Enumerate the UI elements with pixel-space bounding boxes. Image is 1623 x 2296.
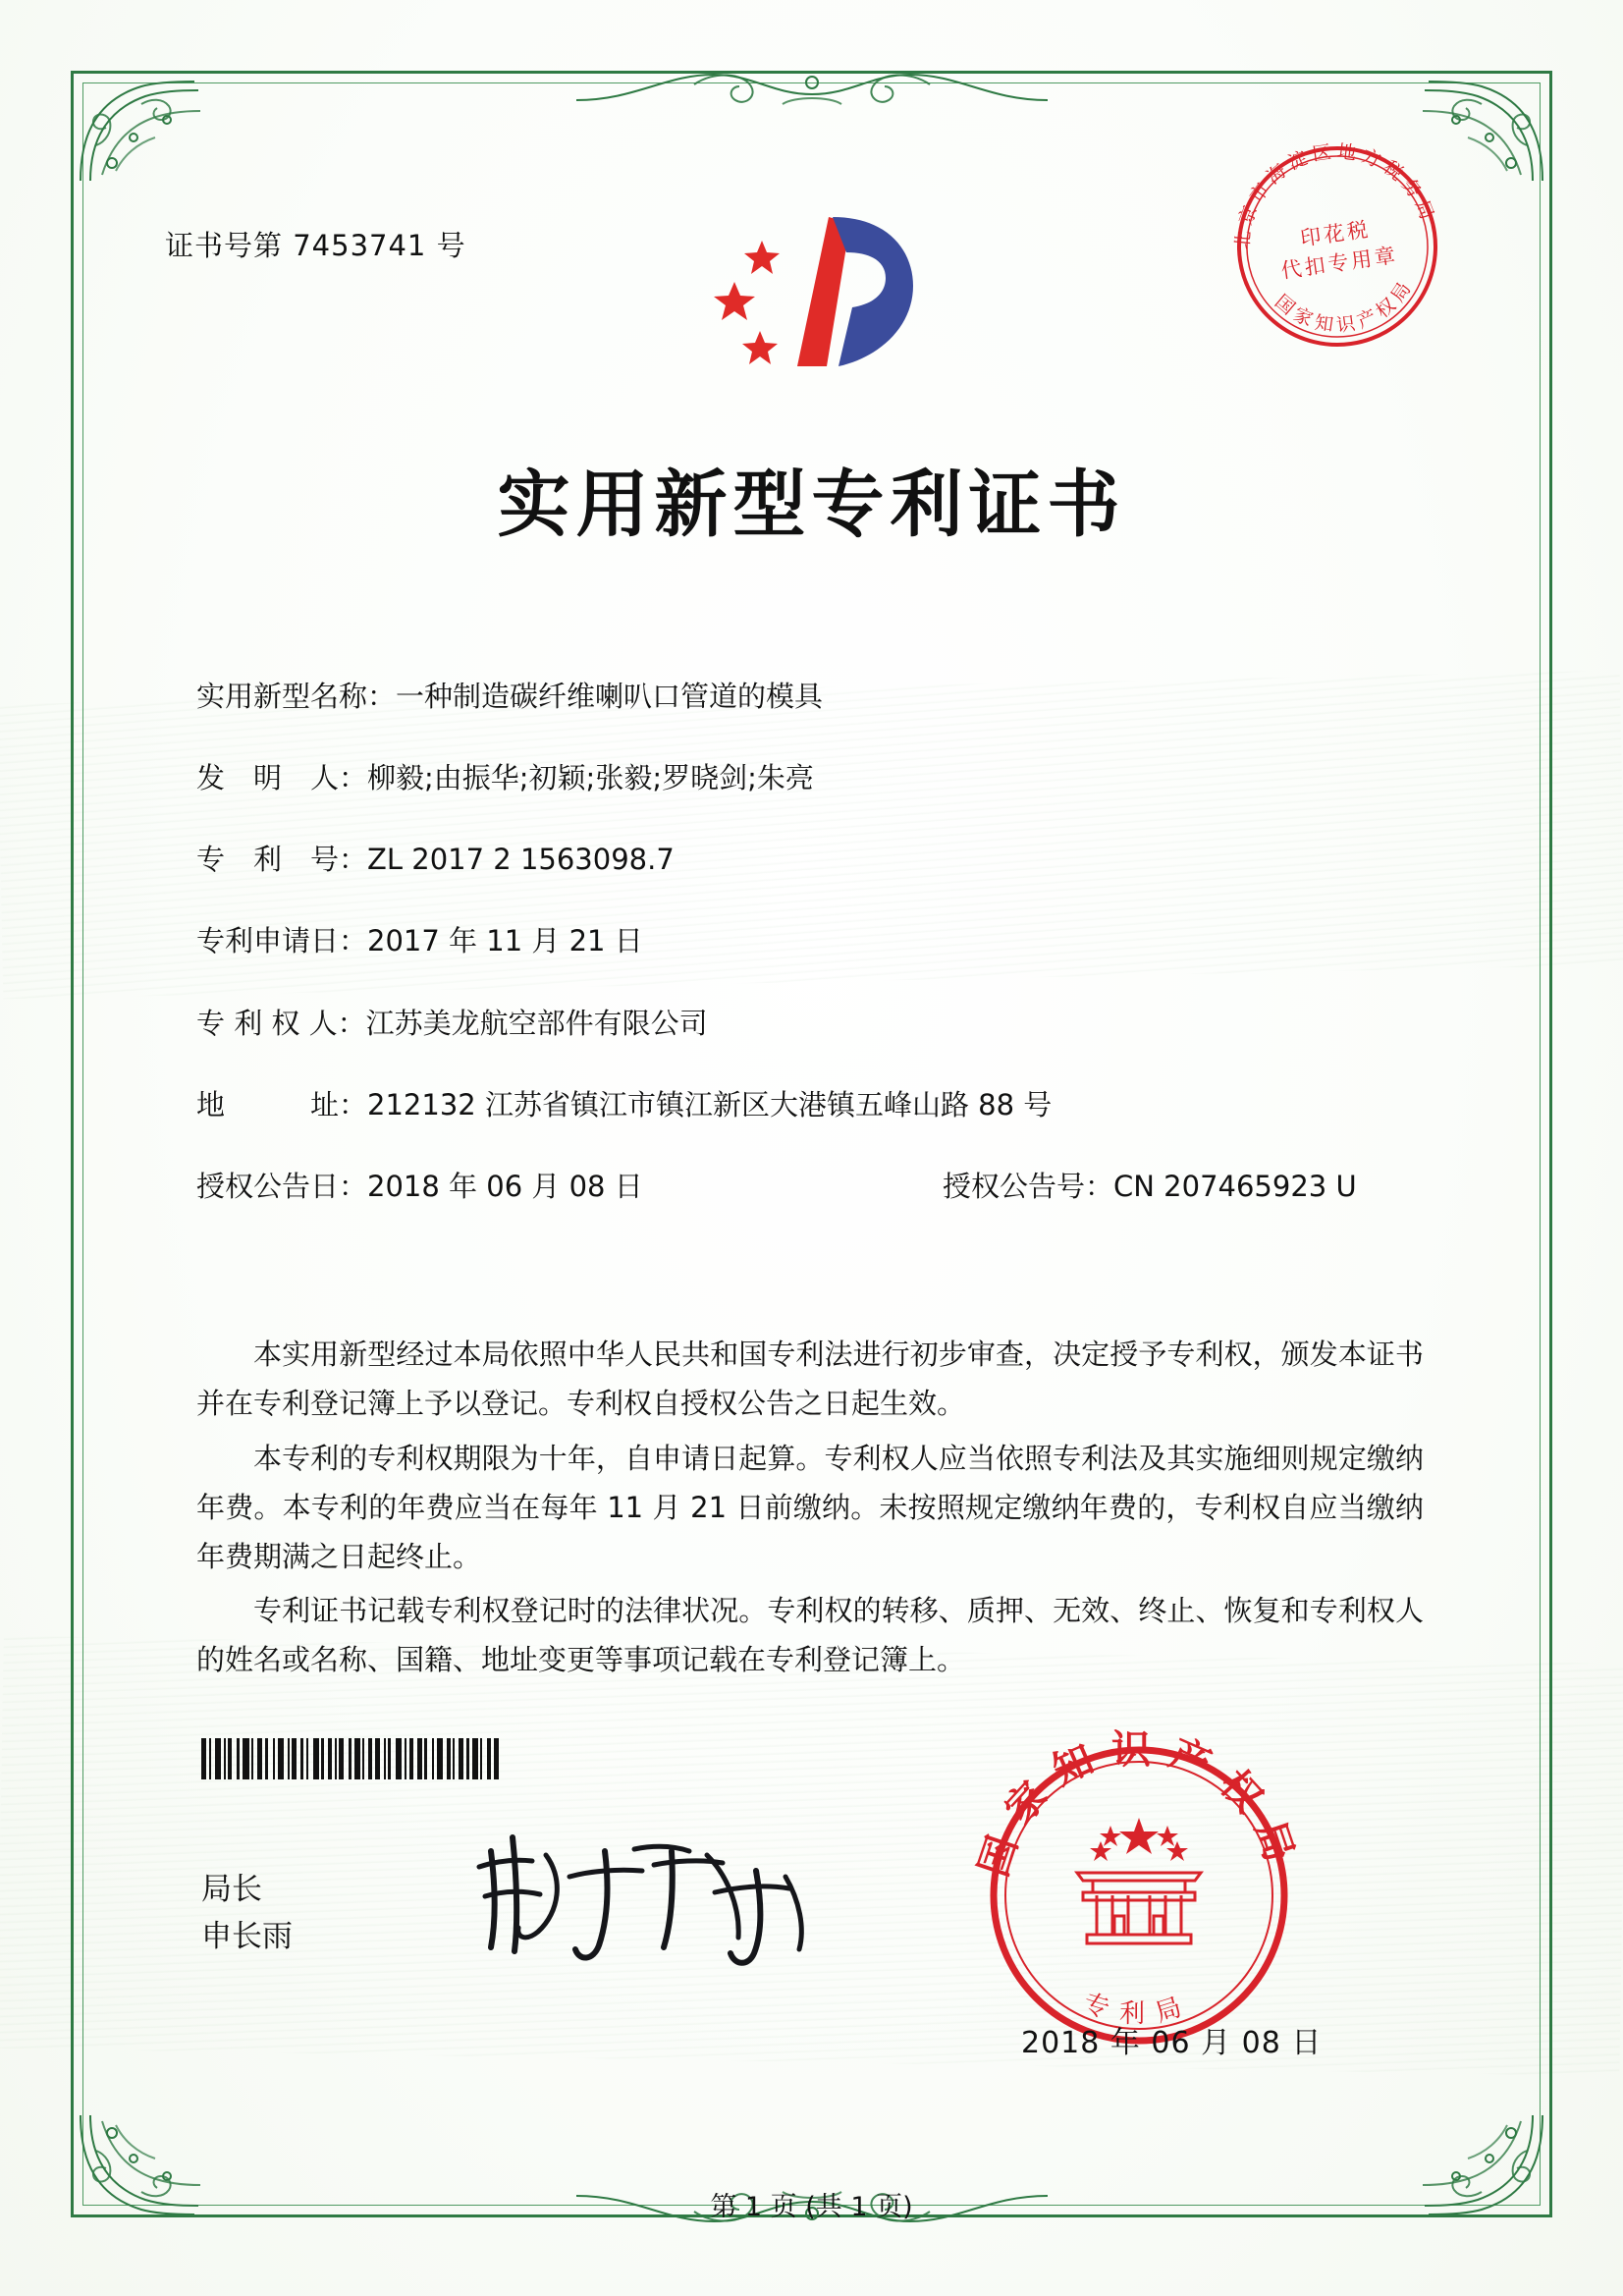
field-label: 专利申请日： <box>196 924 368 958</box>
field-value: 2017 年 11 月 21 日 <box>367 924 643 958</box>
field-row-utility-model-name <box>196 678 1453 716</box>
field-value: 212132 江苏省镇江市镇江新区大港镇五峰山路 88 号 <box>367 1087 1053 1121</box>
field-value: 柳毅;由振华;初颖;张毅;罗晓剑;朱亮 <box>367 761 814 795</box>
grant-date-label: 授权公告日： <box>196 1169 368 1203</box>
barcode <box>201 1738 623 1779</box>
field-label: 实用新型名称： <box>196 680 397 713</box>
field-label: 地 址： <box>196 1087 368 1121</box>
seal-date: 2018 年 06 月 08 日 <box>1021 2026 1323 2060</box>
field-value: 江苏美龙航空部件有限公司 <box>365 1006 708 1040</box>
page-footer: 第 1 页 (共 1 页) <box>710 2192 913 2222</box>
cnipa-logo-icon <box>703 201 948 383</box>
field-row-application-date <box>196 922 1453 960</box>
director-title-label: 局长 <box>201 1872 262 1907</box>
cnipa-official-seal <box>967 1723 1311 2067</box>
field-row-patent-number <box>196 841 1453 879</box>
field-list <box>196 678 1453 1249</box>
field-label: 专 利 号： <box>196 843 368 877</box>
grant-date-value: 2018 年 06 月 08 日 <box>367 1169 643 1203</box>
field-row-patentee <box>196 1005 1453 1043</box>
handwritten-signature <box>461 1822 835 1969</box>
field-row-grant-announcement <box>196 1168 1453 1206</box>
paragraph-3: 专利证书记载专利权登记时的法律状况。专利权的转移、质押、无效、终止、恢复和专利权人的姓名或名称、国籍、地址变更等事项记载在专利登记簿上。 <box>196 1594 1424 1677</box>
field-value: ZL 2017 2 1563098.7 <box>367 843 675 877</box>
field-label: 发 明 人： <box>196 761 368 795</box>
svg-text:专利局: 专利局 <box>1079 1988 1199 2029</box>
tax-stamp-seal <box>1223 133 1451 360</box>
grant-number-value: CN 207465923 U <box>1113 1169 1357 1203</box>
svg-text:北京市海淀区地方税务局: 北京市海淀区地方税务局 <box>1231 140 1440 250</box>
svg-text:印花税: 印花税 <box>1298 217 1373 251</box>
signature-labels <box>201 1866 293 1960</box>
grant-number-label: 授权公告号： <box>943 1169 1114 1203</box>
paragraph-1: 本实用新型经过本局依照中华人民共和国专利法进行初步审查，决定授予专利权，颁发本证书并在专利登记簿上予以登记。专利权自授权公告之日起生效。 <box>196 1338 1424 1420</box>
paragraph-2: 本专利的专利权期限为十年，自申请日起算。专利权人应当依照专利法及其实施细则规定缴纳年费。本专利的年费应当在每年 11 月 21 日前缴纳。未按照规定缴纳年费的，专利权自应当缴纳年费期满之日起终止。 <box>196 1441 1424 1573</box>
svg-text:国家知识产权局: 国家知识产权局 <box>1271 274 1419 337</box>
field-row-inventors <box>196 759 1453 797</box>
director-name-label: 申长雨 <box>201 1919 293 1955</box>
field-value: 一种制造碳纤维喇叭口管道的模具 <box>396 680 824 713</box>
svg-text:代扣专用章: 代扣专用章 <box>1279 243 1400 284</box>
field-row-address <box>196 1086 1453 1124</box>
svg-text:国家知识产权局: 国家知识产权局 <box>971 1727 1307 1883</box>
legal-text <box>196 1331 1424 1691</box>
field-label: 专 利 权 人： <box>196 1006 366 1040</box>
certificate-number: 证书号第 7453741 号 <box>165 229 466 262</box>
page-title: 实用新型专利证书 <box>497 463 1126 547</box>
